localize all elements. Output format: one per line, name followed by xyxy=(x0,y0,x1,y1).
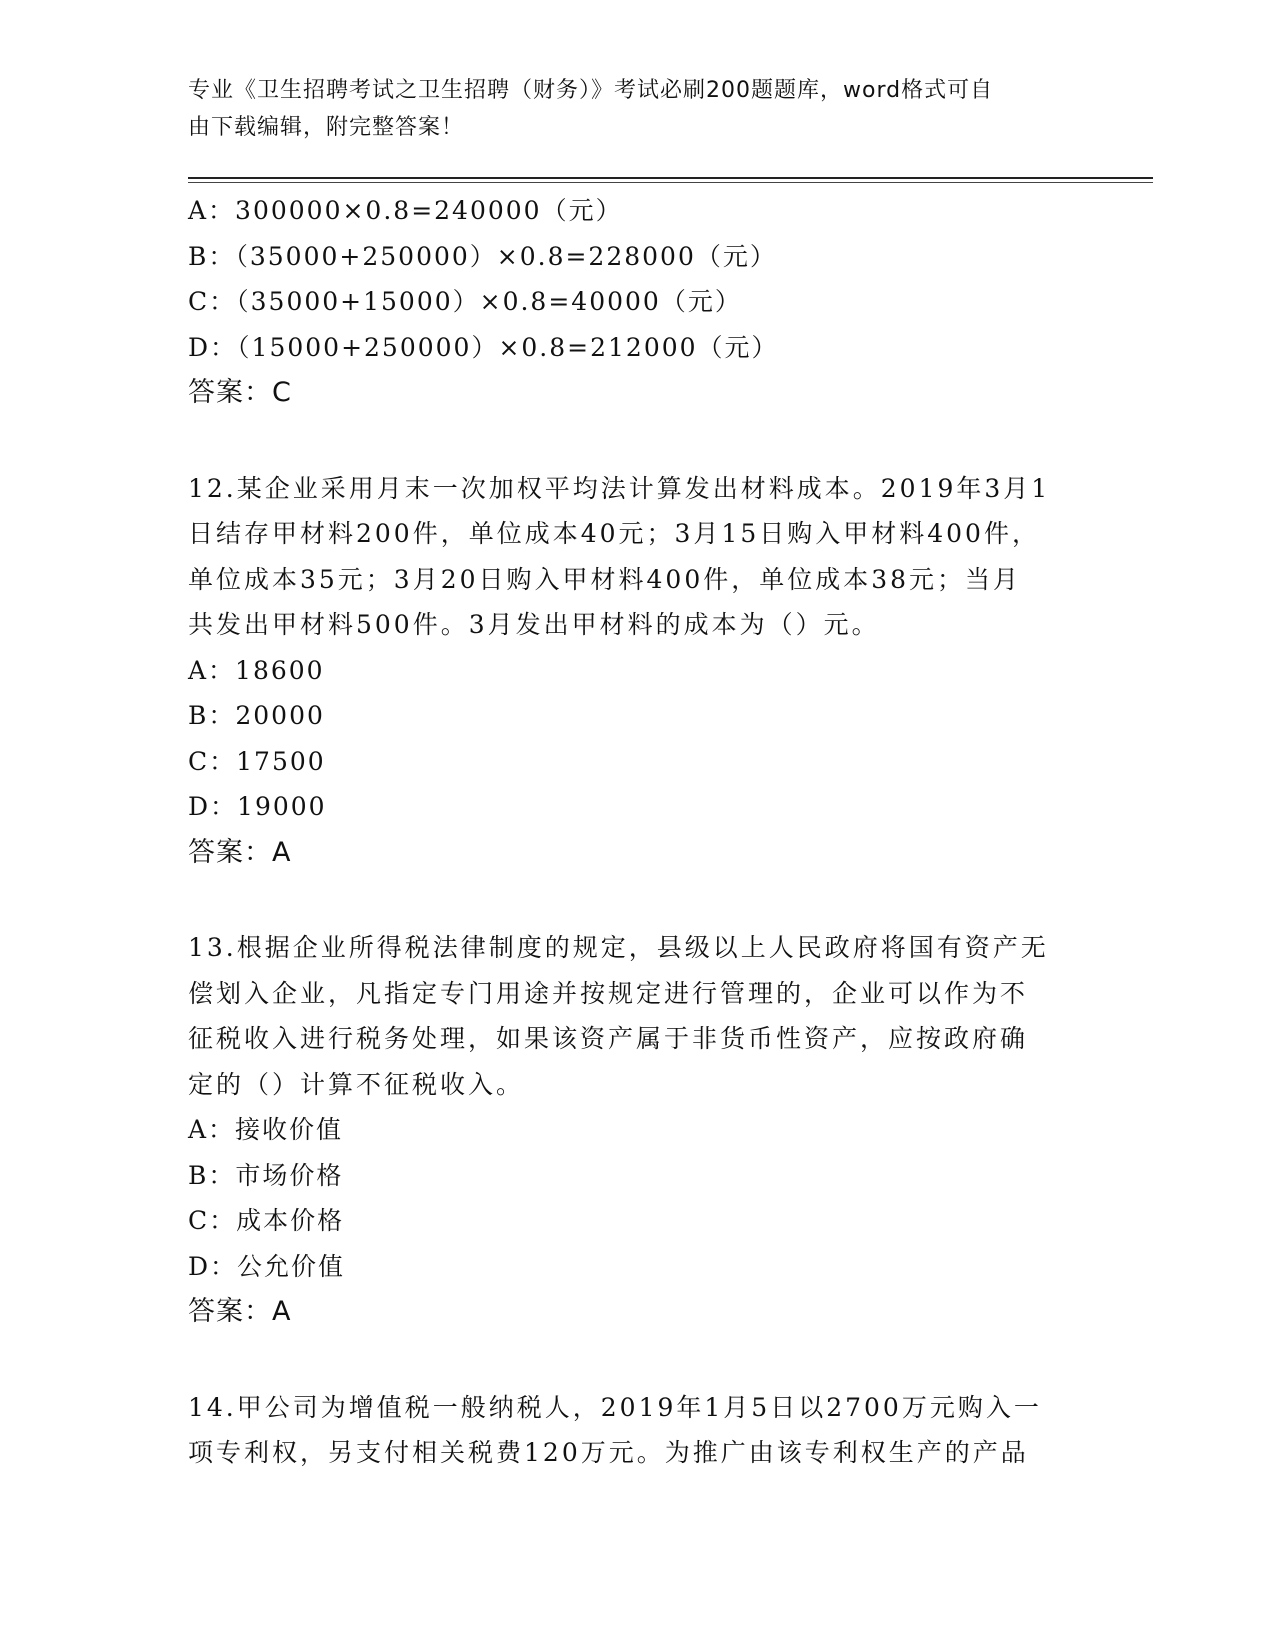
stem-line: 征税收入进行税务处理，如果该资产属于非货币性资产，应按政府确 xyxy=(188,1024,1029,1053)
header-divider-thin xyxy=(188,182,1153,183)
option-c: C：（35000+15000）×0.8=40000（元） xyxy=(188,287,742,316)
stem-line: 共发出甲材料500件。3月发出甲材料的成本为（）元。 xyxy=(188,610,880,639)
answer: 答案：A xyxy=(188,836,292,868)
question-11 xyxy=(188,188,1088,416)
stem-line: 定的（）计算不征税收入。 xyxy=(188,1069,525,1099)
option-a: A：接收价值 xyxy=(188,1115,344,1144)
stem-line: 单位成本35元；3月20日购入甲材料400件，单位成本38元；当月 xyxy=(188,564,1022,594)
option-b: B：市场价格 xyxy=(188,1160,344,1190)
answer: 答案：C xyxy=(188,377,292,408)
option-c: C：17500 xyxy=(188,746,326,776)
question-stem xyxy=(188,925,1088,1107)
stem-line: 13.根据企业所得税法律制度的规定，县级以上人民政府将国有资产无 xyxy=(188,933,1049,962)
stem-line: 项专利权，另支付相关税费120万元。为推广由该专利权生产的产品 xyxy=(188,1438,1029,1467)
question-12 xyxy=(188,466,1088,876)
question-content xyxy=(188,188,1088,1476)
option-b: B：20000 xyxy=(188,701,325,730)
option-c: C：成本价格 xyxy=(188,1206,345,1235)
stem-line: 14.甲公司为增值税一般纳税人，2019年1月5日以2700万元购入一 xyxy=(188,1392,1042,1422)
option-a: A：18600 xyxy=(188,655,325,685)
header-line-1: 专业《卫生招聘考试之卫生招聘（财务）》考试必刷200题题库，word格式可自 xyxy=(188,78,994,103)
question-stem xyxy=(188,1385,1088,1476)
document-header xyxy=(188,72,1068,146)
stem-line: 12.某企业采用月末一次加权平均法计算发出材料成本。2019年3月1 xyxy=(188,473,1051,503)
header-divider xyxy=(188,177,1153,179)
option-a: A：300000×0.8=240000（元） xyxy=(188,196,623,225)
header-line-2: 由下载编辑，附完整答案！ xyxy=(188,115,465,140)
option-d: D：公允价值 xyxy=(188,1251,346,1281)
option-d: D：19000 xyxy=(188,792,327,821)
stem-line: 偿划入企业，凡指定专门用途并按规定进行管理的，企业可以作为不 xyxy=(188,978,1029,1008)
stem-line: 日结存甲材料200件，单位成本40元；3月15日购入甲材料400件， xyxy=(188,519,1040,548)
option-d: D：（15000+250000）×0.8=212000（元） xyxy=(188,332,779,362)
question-13 xyxy=(188,925,1088,1335)
answer: 答案：A xyxy=(188,1296,292,1327)
option-b: B：（35000+250000）×0.8=228000（元） xyxy=(188,241,777,271)
question-14 xyxy=(188,1385,1088,1476)
question-stem xyxy=(188,466,1088,648)
